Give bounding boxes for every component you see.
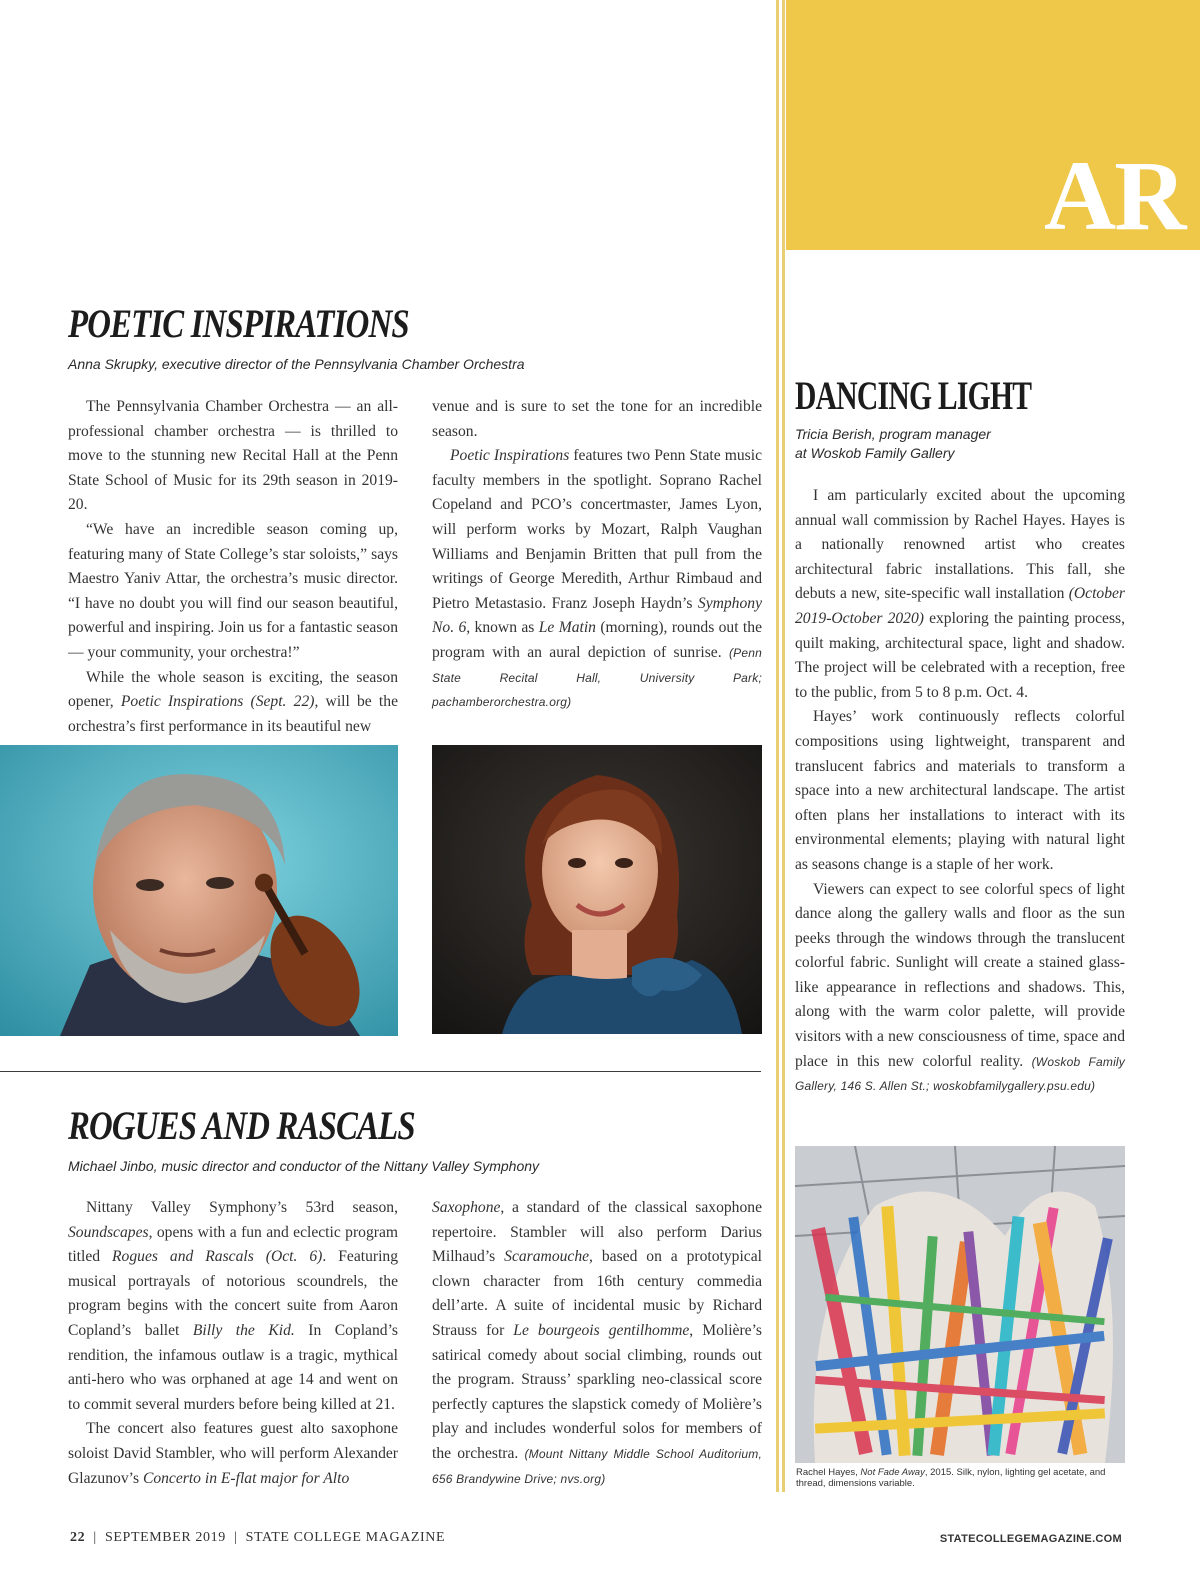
footer-separator: | <box>234 1530 238 1545</box>
dancing-headline: DANCING LIGHT <box>795 373 1032 418</box>
photo-fabric-installation <box>795 1146 1125 1463</box>
poetic-para-2: “We have an incredible season coming up, featuring many of State College’s star soloists,” says Maestro Yaniv Attar, the orchestra’s music director. “I have no doubt you will find our season beautiful, powerful and inspiring. Join us for a fantastic season — your community, your orchestra!” <box>68 520 398 661</box>
footer-folio <box>70 1530 445 1546</box>
rogues-para-3: Saxophone, a standard of the classical saxophone repertoire. Stambler will also perform Darius Milhaud’s Scaramouche, based on a prototypical clown character from 16th century commedia dell’arte. A suite of incidental music by Richard Strauss for Le bourgeois gentilhomme, Molière’s satirical comedy about social climbing, rounds out the program. Strauss’ sparkling neo-classical score perfectly captures the slapstick comedy of Molière’s play and includes wonderful solos for members of the orchestra. (Mount Nittany Middle School Auditorium, 656 Brandywine Drive; nvs.org) <box>432 1199 762 1486</box>
dancing-para-1: I am particularly excited about the upcoming annual wall commission by Rachel Hayes. Hayes is a nationally renowned artist who creates architectural fabric installations. This fall, she debuts a new, site-specific wall installation (October 2019-October 2020) exploring the painting process, quilt making, architectural space, light and shadow. The project will be celebrated with a reception, free to the public, from 5 to 8 p.m. Oct. 4. <box>795 487 1125 701</box>
dancing-column <box>795 484 1125 1099</box>
issue-date: SEPTEMBER 2019 <box>105 1530 226 1545</box>
page-number: 22 <box>70 1530 86 1545</box>
poetic-para-1: The Pennsylvania Chamber Orchestra — an all-professional chamber orchestra — is thrilled to move to the stunning new Recital Hall at the Penn State School of Music for its 29th season in 2019-20. <box>68 398 398 514</box>
column-rule-left <box>776 0 779 1492</box>
poetic-para-3: While the whole season is exciting, the season opener, Poetic Inspirations (Sept. 22), will be the orchestra’s first performance in its beautiful new <box>68 668 398 735</box>
photo-caption: Rachel Hayes, Not Fade Away, 2015. Silk, nylon, lighting gel acetate, and thread, dimensions variable. <box>796 1467 1106 1489</box>
rogues-column-1 <box>68 1196 398 1491</box>
photo-violinist <box>0 745 398 1036</box>
rogues-headline: ROGUES AND RASCALS <box>68 1103 415 1148</box>
rogues-para-2: The concert also features guest alto saxophone soloist David Stambler, who will perform Alexander Glazunov’s Concerto in E-flat major for Alto <box>68 1420 398 1487</box>
rogues-venue-credit: (Mount Nittany Middle School Auditorium, 656 Brandywine Drive; nvs.org) <box>432 1446 762 1486</box>
poetic-column-2 <box>432 395 762 715</box>
poetic-byline: Anna Skrupky, executive director of the Pennsylvania Chamber Orchestra <box>68 356 525 372</box>
poetic-para-4: venue and is sure to set the tone for an incredible season. <box>432 398 762 440</box>
column-rule-right <box>782 0 785 1492</box>
banner-clip <box>0 0 1200 250</box>
dancing-byline-1: Tricia Berish, program manager <box>795 426 991 442</box>
rogues-column-2 <box>432 1196 762 1491</box>
dancing-byline-2: at Woskob Family Gallery <box>795 445 955 461</box>
rogues-byline: Michael Jinbo, music director and conductor of the Nittany Valley Symphony <box>68 1158 540 1174</box>
dancing-para-2: Hayes’ work continuously reflects colorful compositions using lightweight, transparent and translucent fabrics and materials to transform a space into a new architectural landscape. The artist often plans her installations to interact with its environmental elements; playing with natural light as seasons change is a staple of her work. <box>795 708 1125 873</box>
dancing-para-3: Viewers can expect to see colorful specs of light dance along the gallery walls and floor as the sun peeks through the windows through the translucent colorful fabric. Sunlight will create a stained glass-like appearance in reflections and shadows. This, along with the warm color palette, will provide visitors with a new consciousness of time, space and place in this new colorful reality. (Woskob Family Gallery, 146 S. Allen St.; woskobfamilygallery.psu.edu) <box>795 880 1126 1094</box>
poetic-headline: POETIC INSPIRATIONS <box>68 301 409 346</box>
poetic-column-1 <box>68 395 398 739</box>
poetic-para-5: Poetic Inspirations features two Penn State music faculty members in the spotlight. Soprano Rachel Copeland and PCO’s concertmaster, James Lyon, will perform works by Mozart, Ralph Vaughan Williams and Benjamin Britten that pull from the writings of George Meredith, Arthur Rimbaud and Pietro Metastasio. Franz Joseph Haydn’s Symphony No. 6, known as Le Matin (morning), rounds out the program with an aural depiction of sunrise. (Penn State Recital Hall, University Park; pachamberorchestra.org) <box>432 447 762 710</box>
banner-word: AR <box>1044 140 1185 250</box>
footer-website[interactable]: STATECOLLEGEMAGAZINE.COM <box>939 1533 1122 1545</box>
rogues-para-1: Nittany Valley Symphony’s 53rd season, Soundscapes, opens with a fun and eclectic program titled Rogues and Rascals (Oct. 6). Featuring musical portrayals of notorious scoundrels, the program begins with the concert suite from Aaron Copland’s ballet Billy the Kid. In Copland’s rendition, the infamous outlaw is a tragic, mythical anti-hero who was orphaned at age 14 and went on to commit several murders before being killed at 21. <box>68 1199 399 1413</box>
magazine-name: STATE COLLEGE MAGAZINE <box>245 1530 446 1545</box>
photo-soprano <box>432 745 762 1034</box>
poetic-venue-credit: (Penn State Recital Hall, University Park; pachamberorchestra.org) <box>432 645 762 710</box>
dancing-venue-credit: (Woskob Family Gallery, 146 S. Allen St.; woskobfamilygallery.psu.edu) <box>795 1054 1126 1094</box>
section-divider <box>0 1071 761 1072</box>
footer-separator: | <box>93 1530 97 1545</box>
